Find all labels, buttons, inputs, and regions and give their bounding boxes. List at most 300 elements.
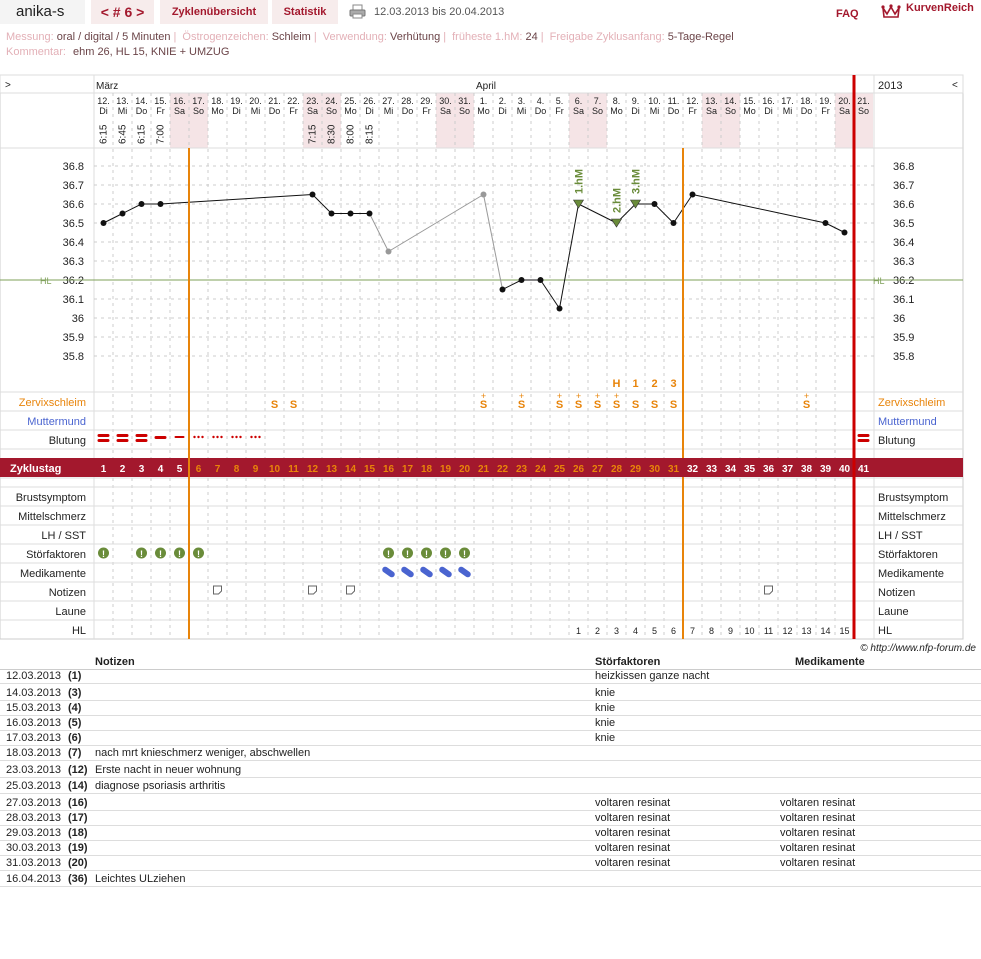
note-cycle-day: (17) (68, 812, 88, 824)
y-tick-label-right: 36.5 (893, 218, 915, 230)
date-label: 25. (344, 96, 357, 106)
hl-day-number: 13 (801, 626, 812, 636)
row-label-disturb: Störfaktoren (26, 549, 86, 561)
y-tick-label: 36.8 (62, 161, 84, 173)
row-label-mittel: Mittelschmerz (18, 511, 86, 523)
date-label: 13. (705, 96, 718, 106)
cycle-day-number: 16 (382, 464, 395, 475)
bleeding-spot (235, 436, 237, 438)
date-label: 9. (631, 96, 640, 106)
measure-time: 7:00 (155, 124, 167, 144)
weekday-label: Do (401, 106, 414, 116)
row-label-mucus: Zervixschleim (18, 397, 86, 409)
cycle-day-number: 10 (268, 464, 281, 475)
cycle-day-number: 13 (325, 464, 338, 475)
temp-point (823, 220, 829, 226)
row-label-right-lh: LH / SST (878, 530, 923, 542)
note-date: 25.03.2013 (6, 780, 62, 792)
date-label: 20. (249, 96, 262, 106)
note-disturbance: knie (595, 702, 616, 714)
bleeding-heavy (117, 434, 129, 437)
date-label: 4. (536, 96, 545, 106)
meta-value: oral / digital / 5 Minuten (56, 31, 171, 43)
cycle-day-number: 35 (743, 464, 756, 475)
bleeding-heavy (117, 439, 129, 442)
notes-table-row (0, 872, 981, 887)
measure-time: 6:15 (136, 124, 148, 144)
note-medication: voltaren resinat (780, 857, 856, 869)
weekday-label: Do (667, 106, 680, 116)
mucus-symbol: S (631, 399, 640, 411)
weekday-label: Mo (610, 106, 623, 116)
mucus-symbol: S (574, 399, 583, 411)
cycle-day-number: 4 (157, 464, 164, 475)
peak-count-label: H (612, 378, 621, 390)
note-cycle-day: (4) (68, 702, 82, 714)
weekday-label: Mi (649, 106, 660, 116)
cycle-day-number: 41 (857, 464, 870, 475)
coverline-label: HL (40, 276, 52, 286)
note-icon (214, 586, 222, 594)
note-cycle-day: (3) (68, 687, 82, 699)
date-label: 7. (593, 96, 602, 106)
date-label: 2. (498, 96, 507, 106)
note-medication: voltaren resinat (780, 827, 856, 839)
date-label: 24. (325, 96, 338, 106)
weekday-label: Sa (572, 106, 585, 116)
logo-text[interactable]: KurvenReich (906, 2, 974, 14)
note-disturbance: voltaren resinat (595, 812, 671, 824)
tab-cycle-overview[interactable]: Zyklenübersicht (160, 0, 268, 24)
weekday-label: Di (232, 106, 241, 116)
temp-point (329, 211, 335, 217)
note-text: diagnose psoriasis arthritis (95, 780, 226, 792)
note-date: 16.03.2013 (6, 717, 62, 729)
cycle-day-number: 22 (496, 464, 509, 475)
y-tick-label: 36.4 (62, 237, 84, 249)
comment-value: ehm 26, HL 15, KNIE + UMZUG (72, 46, 230, 58)
y-tick-label-right: 35.9 (893, 332, 915, 344)
weekday-label: Sa (306, 106, 319, 116)
note-date: 23.03.2013 (6, 764, 62, 776)
y-tick-label-right: 36.1 (893, 294, 915, 306)
note-cycle-day: (7) (68, 747, 82, 759)
notes-table-row (0, 701, 981, 716)
note-cycle-day: (5) (68, 717, 82, 729)
disturbance-icon-mark: ! (387, 549, 390, 559)
weekday-label: Fr (821, 106, 830, 116)
cycle-day-number: 34 (724, 464, 737, 475)
notes-table-row (0, 856, 981, 871)
month-label: März (96, 81, 119, 92)
weekday-label: Do (800, 106, 813, 116)
note-disturbance: voltaren resinat (595, 797, 671, 809)
row-label-cervix: Muttermund (27, 416, 86, 428)
meta-key: früheste 1.hM: (452, 31, 523, 43)
note-medication: voltaren resinat (780, 797, 856, 809)
peak-count-label: 2 (651, 378, 658, 390)
mucus-symbol: S (555, 399, 564, 411)
cycle-day-number: 33 (705, 464, 718, 475)
date-label: 21. (857, 96, 870, 106)
y-tick-label-right: 36.4 (893, 237, 915, 249)
temp-point (481, 192, 487, 198)
notes-table-row (0, 779, 981, 794)
weekday-label: Di (99, 106, 108, 116)
hl-day-number: 2 (594, 626, 601, 636)
cycle-day-number: 6 (195, 464, 202, 475)
cycle-day-number: 20 (458, 464, 471, 475)
bleeding-heavy (858, 434, 870, 437)
mucus-plus-symbol: + (613, 391, 620, 401)
medications-header: Medikamente (795, 656, 865, 668)
temp-point (101, 220, 107, 226)
date-label: 14. (135, 96, 148, 106)
temp-point (690, 192, 696, 198)
note-date: 31.03.2013 (6, 857, 62, 869)
meta-value: Schleim (271, 31, 311, 43)
weekday-label: Mi (117, 106, 128, 116)
meta-key: Östrogenzeichen: (182, 31, 269, 43)
mucus-symbol: S (517, 399, 526, 411)
date-label: 8. (612, 96, 621, 106)
note-date: 29.03.2013 (6, 827, 62, 839)
y-tick-label: 36.5 (62, 218, 84, 230)
row-label-right-mittel: Mittelschmerz (878, 511, 946, 523)
y-tick-label: 36.3 (62, 256, 84, 268)
weekday-label: Fr (156, 106, 165, 116)
date-label: 27. (382, 96, 395, 106)
date-label: 1. (479, 96, 488, 106)
bleeding-spot (254, 436, 256, 438)
note-cycle-day: (20) (68, 857, 88, 869)
row-label-right-meds: Medikamente (878, 568, 945, 580)
tab-statistics[interactable]: Statistik (272, 0, 338, 24)
cycle-day-number: 38 (800, 464, 813, 475)
temp-point (158, 201, 164, 207)
mucus-plus-symbol: + (575, 391, 582, 401)
expand-right-toggle: < (952, 80, 958, 91)
bleeding-heavy (858, 439, 870, 442)
measure-time: 6:15 (98, 124, 110, 144)
bleeding-light (175, 436, 185, 438)
weekday-label: Sa (173, 106, 186, 116)
note-date: 17.03.2013 (6, 732, 62, 744)
weekday-label: Fr (289, 106, 298, 116)
cycle-day-number: 27 (591, 464, 604, 475)
date-label: 21. (268, 96, 281, 106)
row-label-cycle: Zyklustag (10, 463, 62, 475)
row-label-right-mood: Laune (878, 606, 909, 618)
hl-day-number: 8 (708, 626, 715, 636)
notes-table-row (0, 811, 981, 826)
date-label: 15. (743, 96, 756, 106)
cycle-day-number: 30 (648, 464, 661, 475)
mucus-plus-symbol: + (518, 391, 525, 401)
temp-point (842, 230, 848, 236)
disturbance-icon-mark: ! (159, 549, 162, 559)
date-label: 17. (192, 96, 205, 106)
bleeding-heavy (98, 439, 110, 442)
cycle-day-number: 2 (119, 464, 126, 475)
temp-point (120, 211, 126, 217)
cycle-day-number: 14 (344, 464, 357, 475)
date-label: 3. (517, 96, 526, 106)
weekday-label: So (192, 106, 205, 116)
note-icon (309, 586, 317, 594)
temp-point (538, 277, 544, 283)
cycle-day-number: 21 (477, 464, 490, 475)
copyright-text: © http://www.nfp-forum.de (860, 643, 976, 654)
y-tick-label: 36.2 (62, 275, 84, 287)
date-label: 6. (574, 96, 583, 106)
meta-value: 5-Tage-Regel (667, 31, 734, 43)
hl-day-number: 10 (744, 626, 755, 636)
note-date: 28.03.2013 (6, 812, 62, 824)
note-date: 18.03.2013 (6, 747, 62, 759)
disturbance-icon-mark: ! (197, 549, 200, 559)
date-label: 15. (154, 96, 167, 106)
higher-measurement-label: 3.hM (630, 168, 643, 194)
note-text: Leichtes ULziehen (95, 873, 186, 885)
meta-value: 24 (525, 31, 538, 43)
weekday-label: Mi (250, 106, 261, 116)
note-icon (347, 586, 355, 594)
note-cycle-day: (12) (68, 764, 88, 776)
cycle-day-number: 1 (100, 464, 107, 475)
disturbance-icon-mark: ! (425, 549, 428, 559)
mucus-symbol: S (612, 399, 621, 411)
hl-day-number: 12 (782, 626, 793, 636)
measure-time: 8:00 (345, 124, 357, 144)
cycle-day-number: 25 (553, 464, 566, 475)
meta-line-1: Messung: oral / digital / 5 Minuten | Östrogenzeichen: Schleim | Verwendung: Verhütung | früheste 1.hM: 24 | Freigabe Zyklusanfang: 5-Tage-Regel (6, 31, 734, 43)
y-tick-label: 36.1 (62, 294, 84, 306)
mucus-plus-symbol: + (480, 391, 487, 401)
hl-day-number: 1 (575, 626, 582, 636)
note-disturbance: heizkissen ganze nacht (595, 670, 710, 682)
weekday-label: So (591, 106, 604, 116)
date-label: 29. (420, 96, 433, 106)
hl-day-number: 4 (632, 626, 639, 636)
notes-table-row (0, 841, 981, 856)
date-label: 11. (667, 96, 680, 106)
row-label-right-mucus: Zervixschleim (878, 397, 946, 409)
note-disturbance: knie (595, 717, 616, 729)
note-text: Erste nacht in neuer wohnung (95, 764, 242, 776)
y-tick-label: 36 (71, 313, 84, 325)
mucus-plus-symbol: + (594, 391, 601, 401)
weekday-label: Mo (344, 106, 357, 116)
y-tick-label-right: 36.3 (893, 256, 915, 268)
weekday-label: Fr (688, 106, 697, 116)
temp-point (367, 211, 373, 217)
bleeding-spot (193, 436, 195, 438)
hl-day-number: 3 (613, 626, 620, 636)
date-label: 19. (230, 96, 243, 106)
bleeding-spot (239, 436, 241, 438)
cycle-day-number: 11 (288, 464, 299, 475)
note-disturbance: voltaren resinat (595, 857, 671, 869)
note-cycle-day: (14) (68, 780, 88, 792)
mucus-symbol: S (593, 399, 602, 411)
bleeding-spot (201, 436, 203, 438)
row-label-right-hl: HL (878, 625, 893, 637)
date-label: 13. (116, 96, 129, 106)
cycle-day-number: 37 (781, 464, 794, 475)
weekday-label: Mi (516, 106, 527, 116)
bleeding-spot (250, 436, 252, 438)
note-date: 16.04.2013 (6, 873, 62, 885)
bleeding-spot (216, 436, 218, 438)
notes-table-row (0, 796, 981, 811)
note-date: 27.03.2013 (6, 797, 62, 809)
temp-point (652, 201, 658, 207)
row-label-breast: Brustsymptom (15, 492, 86, 504)
bleeding-medium (155, 436, 167, 439)
disturbance-icon-mark: ! (463, 549, 466, 559)
weekday-label: So (724, 106, 737, 116)
weekday-label: Sa (838, 106, 851, 116)
date-label: 12. (97, 96, 110, 106)
note-disturbance: voltaren resinat (595, 827, 671, 839)
date-label: 18. (211, 96, 224, 106)
date-range: 12.03.2013 bis 20.04.2013 (374, 6, 505, 18)
cycle-day-number: 9 (252, 464, 259, 475)
date-label: 20. (838, 96, 851, 106)
weekday-label: So (325, 106, 338, 116)
temp-point (310, 192, 316, 198)
notes-table-row (0, 669, 981, 684)
disturbances-header: Störfaktoren (595, 656, 661, 668)
date-label: 30. (439, 96, 452, 106)
measure-time: 8:15 (364, 124, 376, 144)
bleeding-spot (197, 436, 199, 438)
temp-point (348, 211, 354, 217)
expand-left-toggle: > (5, 80, 11, 91)
weekday-label: So (458, 106, 471, 116)
note-text: nach mrt knieschmerz weniger, abschwellen (95, 747, 311, 759)
row-label-meds: Medikamente (19, 568, 86, 580)
notes-header: Notizen (95, 656, 135, 668)
username: anika-s (0, 0, 85, 24)
peak-count-label: 1 (632, 378, 639, 390)
disturbance-icon-mark: ! (406, 549, 409, 559)
cycle-navigator[interactable]: < # 6 > (91, 0, 154, 24)
year-label: 2013 (878, 80, 903, 92)
measure-time: 8:30 (326, 124, 338, 144)
temp-point (139, 201, 145, 207)
date-label: 31. (458, 96, 471, 106)
y-tick-label: 36.6 (62, 199, 84, 211)
weekday-label: Sa (439, 106, 452, 116)
cycle-day-number: 8 (233, 464, 240, 475)
weekday-label: Di (764, 106, 773, 116)
date-label: 26. (363, 96, 376, 106)
note-disturbance: knie (595, 732, 616, 744)
note-cycle-day: (18) (68, 827, 88, 839)
bleeding-heavy (136, 439, 148, 442)
cycle-day-number: 18 (420, 464, 433, 475)
weekday-label: Fr (422, 106, 431, 116)
date-label: 23. (306, 96, 319, 106)
hl-day-number: 14 (820, 626, 831, 636)
weekday-label: Sa (705, 106, 718, 116)
date-label: 12. (686, 96, 699, 106)
cycle-day-number: 28 (610, 464, 623, 475)
higher-measurement-label: 2.hM (611, 187, 624, 213)
y-tick-label-right: 36.2 (893, 275, 915, 287)
hl-day-number: 5 (651, 626, 658, 636)
row-label-right-cervix: Muttermund (878, 416, 937, 428)
y-tick-label-right: 36.8 (893, 161, 915, 173)
notes-table-row (0, 716, 981, 731)
measure-time: 7:15 (307, 124, 319, 144)
note-date: 14.03.2013 (6, 687, 62, 699)
temp-point (386, 249, 392, 255)
date-label: 19. (819, 96, 832, 106)
note-medication: voltaren resinat (780, 842, 856, 854)
mucus-plus-symbol: + (556, 391, 563, 401)
cycle-day-number: 40 (838, 464, 851, 475)
cycle-day-number: 36 (762, 464, 775, 475)
weekday-label: Di (498, 106, 507, 116)
hl-day-number: 6 (670, 626, 677, 636)
y-tick-label-right: 36.6 (893, 199, 915, 211)
comment-label: Kommentar: (6, 46, 66, 58)
weekday-label: Mi (782, 106, 793, 116)
notes-table-row (0, 686, 981, 701)
cycle-day-number: 31 (667, 464, 680, 475)
temp-point (519, 277, 525, 283)
mucus-symbol: S (289, 399, 298, 411)
note-cycle-day: (16) (68, 797, 88, 809)
row-label-bleeding: Blutung (48, 435, 86, 447)
date-label: 17. (781, 96, 794, 106)
row-label-right-notes: Notizen (878, 587, 916, 599)
y-tick-label: 35.9 (62, 332, 84, 344)
bleeding-spot (220, 436, 222, 438)
higher-measurement-label: 1.hM (573, 168, 586, 194)
date-label: 5. (555, 96, 564, 106)
row-label-notes: Notizen (48, 587, 86, 599)
faq-link[interactable]: FAQ (836, 8, 859, 20)
mucus-symbol: S (669, 399, 678, 411)
weekday-label: Fr (555, 106, 564, 116)
cycle-day-number: 19 (439, 464, 452, 475)
cycle-day-number: 5 (176, 464, 183, 475)
hl-day-number: 11 (763, 626, 774, 636)
date-label: 14. (724, 96, 737, 106)
bleeding-spot (258, 436, 260, 438)
y-tick-label-right: 36.7 (893, 180, 915, 192)
date-label: 16. (762, 96, 775, 106)
mucus-plus-symbol: + (803, 391, 810, 401)
y-tick-label-right: 35.8 (893, 351, 915, 363)
cycle-day-number: 15 (363, 464, 376, 475)
weekday-label: Mo (743, 106, 756, 116)
measure-time: 6:45 (117, 124, 129, 144)
cycle-day-number: 12 (306, 464, 319, 475)
note-icon (765, 586, 773, 594)
hl-day-number: 7 (689, 626, 696, 636)
note-date: 30.03.2013 (6, 842, 62, 854)
note-medication: voltaren resinat (780, 812, 856, 824)
y-tick-label: 35.8 (62, 351, 84, 363)
note-cycle-day: (1) (68, 670, 82, 682)
temp-point (671, 220, 677, 226)
weekday-label: Do (268, 106, 281, 116)
